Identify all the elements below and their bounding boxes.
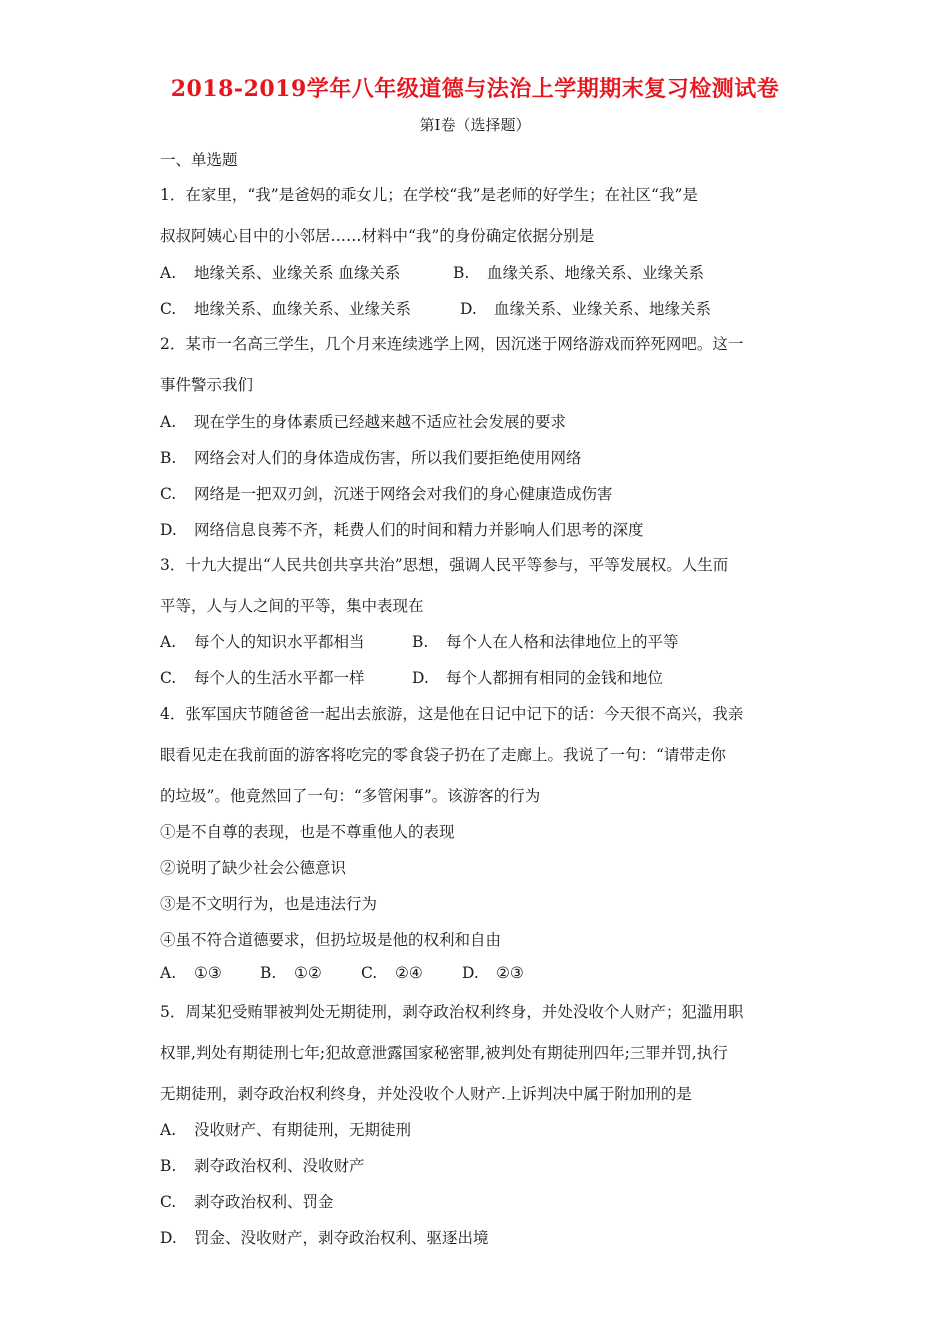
option-key: D. [460,300,477,318]
option-text: 现在学生的身体素质已经越来越不适应社会发展的要求 [194,413,567,431]
option-text: ②③ [496,964,524,982]
question-4-line-2: 眼看见走在我前面的游客将吃完的零食袋子扔在了走廊上。我说了一句：“请带走你 [160,746,726,764]
q2-option-b [160,446,582,468]
q4-option-b [260,964,322,982]
option-text: 每个人在人格和法律地位上的平等 [446,633,679,651]
q5-option-b [160,1154,365,1176]
option-text: 每个人的知识水平都相当 [194,633,365,651]
q4-option-c [361,964,423,982]
option-text: 网络信息良莠不齐，耗费人们的时间和精力并影响人们思考的深度 [194,521,644,539]
option-key: C. [160,1193,177,1211]
question-1-line-1: 1．在家里，“我”是爸妈的乖女儿；在学校“我”是老师的好学生；在社区“我”是 [160,186,698,204]
question-4-line-1: 4．张军国庆节随爸爸一起出去旅游，这是他在日记中记下的话：今天很不高兴，我亲 [160,705,744,723]
option-text: 血缘关系、业缘关系、地缘关系 [494,300,712,318]
question-3-line-1: 3．十九大提出“人民共创共享共治”思想，强调人民平等参与，平等发展权。人生而 [160,556,729,574]
option-key: A. [160,413,177,431]
q3-option-d [412,666,663,688]
question-4-line-3: 的垃圾”。他竟然回了一句：“多管闲事”。该游客的行为 [160,787,541,805]
question-2-line-1: 2．某市一名高三学生，几个月来连续逃学上网，因沉迷于网络游戏而猝死网吧。这一 [160,335,744,353]
option-text: 地缘关系、业缘关系 血缘关系 [194,264,401,282]
option-key: B. [260,964,277,982]
q4-statement-2: ②说明了缺少社会公德意识 [160,859,347,877]
option-text: 剥夺政治权利、没收财产 [194,1157,365,1175]
q4-statement-3: ③是不文明行为，也是违法行为 [160,895,378,913]
q1-option-d [460,297,711,319]
option-key: B. [160,1157,177,1175]
option-key: C. [160,485,177,503]
option-key: A. [160,633,177,651]
q1-option-a [160,261,400,283]
section-heading: 一、单选题 [160,151,238,169]
option-key: D. [412,669,429,687]
question-5-line-3: 无期徒刑，剥夺政治权利终身，并处没收个人财产.上诉判决中属于附加刑的是 [160,1085,692,1103]
option-key: A. [160,1121,177,1139]
q3-option-a [160,630,365,652]
option-key: D. [160,521,177,539]
option-key: B. [160,449,177,467]
q5-option-a [160,1118,411,1140]
q3-option-c [160,666,365,688]
option-key: C. [160,669,177,687]
q5-option-c [160,1190,334,1212]
option-key: B. [412,633,429,651]
q1-option-b [453,261,704,283]
q5-option-d [160,1226,489,1248]
question-1-line-2: 叔叔阿姨心目中的小邻居……材料中“我”的身份确定依据分别是 [160,227,595,245]
q4-statement-4: ④虽不符合道德要求，但扔垃圾是他的权利和自由 [160,931,502,949]
option-text: ①③ [194,964,222,982]
q4-option-d [462,964,524,982]
option-text: 剥夺政治权利、罚金 [194,1193,334,1211]
question-3-line-2: 平等，人与人之间的平等，集中表现在 [160,597,424,615]
option-text: 每个人的生活水平都一样 [194,669,365,687]
question-2-line-2: 事件警示我们 [160,376,254,394]
q4-statement-1: ①是不自尊的表现，也是不尊重他人的表现 [160,823,455,841]
option-key: D. [160,1229,177,1247]
q2-option-a [160,410,566,432]
option-text: ①② [294,964,322,982]
option-text: ②④ [395,964,423,982]
option-key: C. [361,964,378,982]
q1-option-c [160,297,411,319]
option-text: 网络会对人们的身体造成伤害，所以我们要拒绝使用网络 [194,449,582,467]
exam-subtitle: 第Ⅰ卷（选择题） [419,116,531,134]
q3-option-b [412,630,679,652]
exam-title: 2018-2019学年八年级道德与法治上学期期末复习检测试卷 [170,76,780,102]
question-5-line-1: 5．周某犯受贿罪被判处无期徒刑，剥夺政治权利终身，并处没收个人财产；犯滥用职 [160,1003,744,1021]
option-text: 没收财产、有期徒刑，无期徒刑 [194,1121,412,1139]
option-key: C. [160,300,177,318]
option-key: D. [462,964,479,982]
option-text: 地缘关系、血缘关系、业缘关系 [194,300,412,318]
option-key: A. [160,264,177,282]
option-text: 血缘关系、地缘关系、业缘关系 [487,264,705,282]
q2-option-d [160,518,644,540]
question-5-line-2: 权罪,判处有期徒刑七年;犯故意泄露国家秘密罪,被判处有期徒刑四年;三罪并罚,执行 [160,1044,728,1062]
q4-option-a [160,964,222,982]
option-key: A. [160,964,177,982]
option-key: B. [453,264,470,282]
q2-option-c [160,482,613,504]
option-text: 每个人都拥有相同的金钱和地位 [446,669,664,687]
option-text: 网络是一把双刃剑，沉迷于网络会对我们的身心健康造成伤害 [194,485,613,503]
option-text: 罚金、没收财产，剥夺政治权利、驱逐出境 [194,1229,489,1247]
